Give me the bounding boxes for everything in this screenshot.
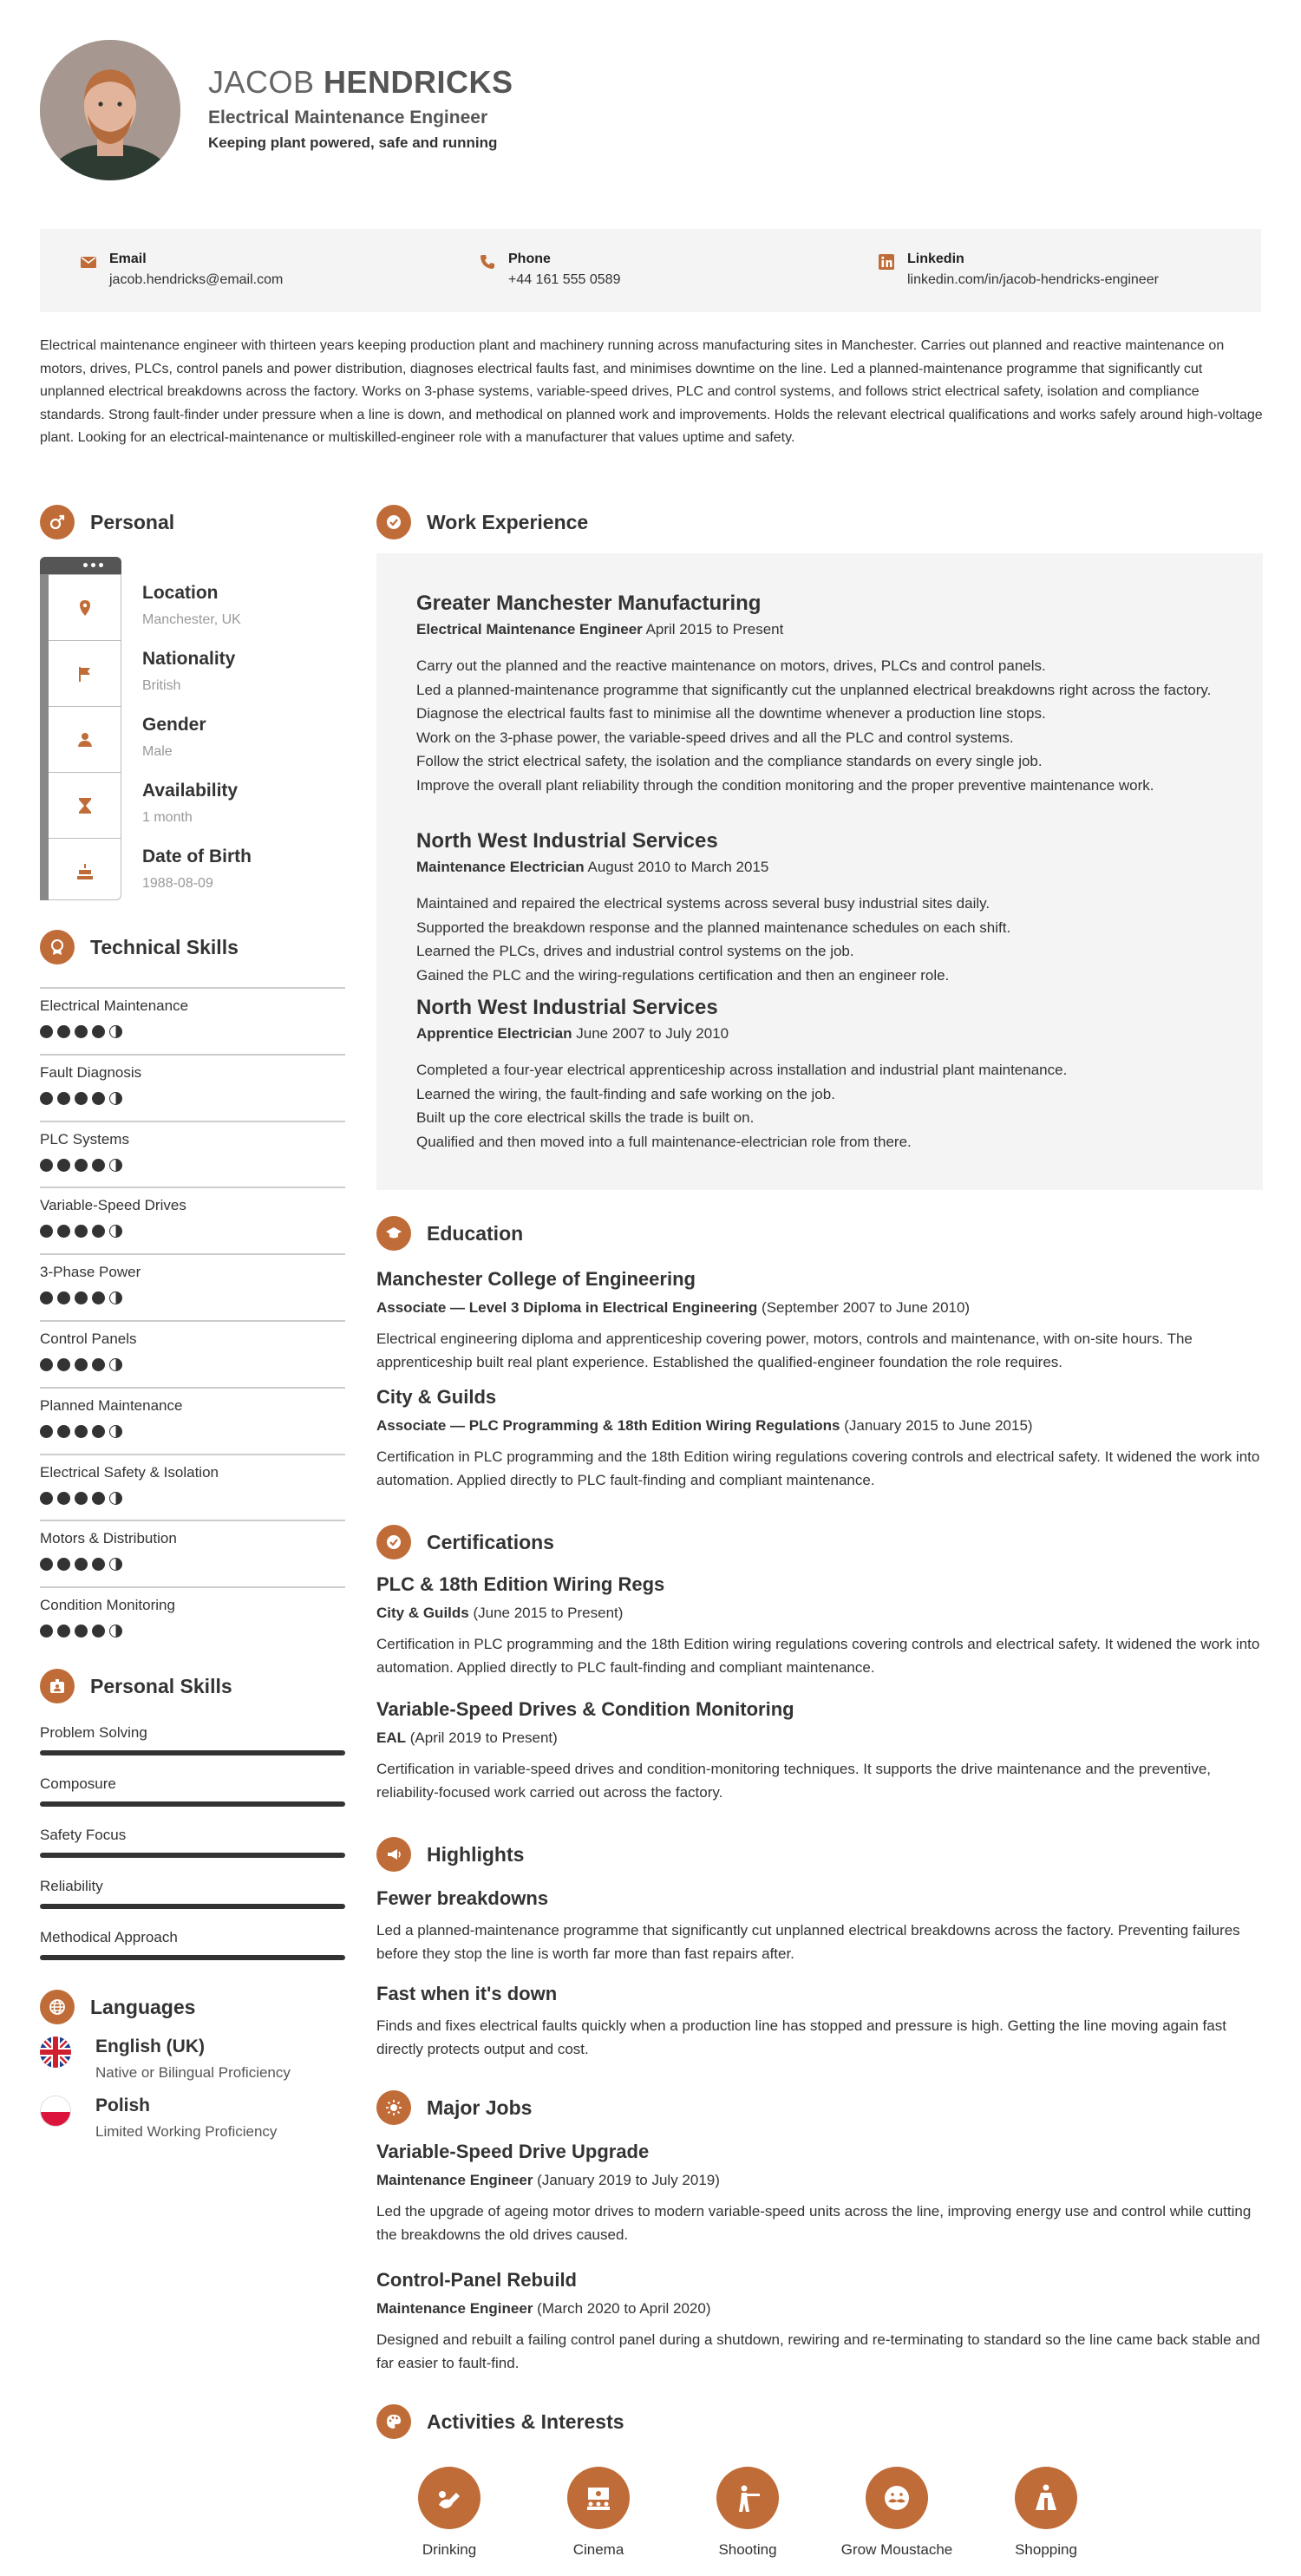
skill-rating bbox=[40, 1092, 127, 1106]
section-major-jobs-title: Major Jobs bbox=[427, 2096, 533, 2119]
contact-phone-value[interactable]: +44 161 555 0589 bbox=[508, 272, 621, 287]
certification-entry bbox=[376, 1698, 1261, 1804]
linkedin-icon bbox=[878, 253, 895, 271]
activity-shopping bbox=[985, 2467, 1107, 2559]
personal-row bbox=[49, 707, 121, 773]
certification-name: PLC & 18th Edition Wiring Regs bbox=[376, 1573, 665, 1595]
flag-icon bbox=[76, 665, 94, 683]
major-job-entry bbox=[376, 2141, 1261, 2246]
certification-issuer: EAL bbox=[376, 1729, 406, 1746]
skill-level-bar bbox=[40, 1955, 345, 1960]
job-entry bbox=[416, 592, 1223, 797]
job-bullet: Diagnose the electrical faults fast to minimise all the downtime whenever a production line stops. bbox=[416, 705, 1046, 722]
technical-skill-name: Condition Monitoring bbox=[40, 1597, 175, 1614]
contact-email-label: Email bbox=[109, 252, 147, 266]
job-entry bbox=[416, 829, 1223, 987]
section-work-experience-title: Work Experience bbox=[427, 511, 589, 533]
rating-dot-half bbox=[109, 1291, 122, 1304]
job-dates: August 2010 to March 2015 bbox=[587, 859, 769, 875]
personal-label: Nationality bbox=[142, 649, 236, 669]
personal-row bbox=[49, 641, 121, 707]
personal-label: Gender bbox=[142, 715, 206, 735]
activity-cinema bbox=[538, 2467, 659, 2559]
award-icon bbox=[49, 938, 66, 956]
job-entry bbox=[416, 996, 1223, 1154]
section-technical-skills-title: Technical Skills bbox=[90, 936, 239, 958]
certificate-icon bbox=[385, 1533, 402, 1551]
major-job-role: Maintenance Engineer bbox=[376, 2172, 533, 2188]
job-company: North West Industrial Services bbox=[416, 996, 718, 1019]
technical-skill bbox=[40, 1121, 345, 1187]
section-activities-title: Activities & Interests bbox=[427, 2410, 624, 2433]
personal-skill bbox=[40, 1775, 345, 1819]
activity-drinking bbox=[389, 2467, 510, 2559]
rating-dot-full bbox=[75, 1425, 88, 1438]
job-dates: June 2007 to July 2010 bbox=[576, 1025, 729, 1042]
last-name: HENDRICKS bbox=[324, 64, 513, 100]
professional-summary: Electrical maintenance engineer with thirteen years keeping production plant and machinery running across manufacturing sites in Manchester. Carries out planned and reactive maintenance on motors, drives, PLCs, control panels and power distribution, diagnoses electrical faults fast, and minimises downtime on the line. Led a planned-maintenance programme that significantly cut unplanned electrical breakdowns across the factory. Works on 3-phase systems, variable-speed drives, PLC and control systems, and follows strict electrical safety, isolation and compliance standards. Strong fault-finder under pressure when a line is down, and methodical on planned work and improvements. Holds the relevant electrical qualifications and works safely around high-voltage plant. Looking for an electrical-maintenance or multiskilled-engineer role with a manufacturer that values uptime and safety. bbox=[40, 338, 1263, 445]
rating-dot-full bbox=[75, 1358, 88, 1371]
job-dates: April 2015 to Present bbox=[645, 621, 784, 637]
personal-info-panel bbox=[40, 557, 121, 900]
education-description: Electrical engineering diploma and apprenticeship covering power, motors, controls and maintenance, with on-site hours. The apprenticeship built real plant experience. Established the qualified-engineer foundation the role requires. bbox=[376, 1330, 1193, 1370]
personal-row bbox=[49, 839, 121, 905]
rating-dot-half bbox=[109, 1159, 122, 1172]
personal-value: 1 month bbox=[142, 810, 193, 825]
tagline: Keeping plant powered, safe and running bbox=[208, 134, 498, 151]
activity-grow-moustache bbox=[836, 2467, 958, 2559]
major-job-dates: (January 2019 to July 2019) bbox=[537, 2172, 720, 2188]
personal-label: Date of Birth bbox=[142, 847, 252, 866]
language-level: Limited Working Proficiency bbox=[95, 2123, 278, 2140]
certification-name: Variable-Speed Drives & Condition Monitoring bbox=[376, 1698, 794, 1720]
candidate-name bbox=[208, 64, 513, 101]
skill-rating bbox=[40, 1558, 127, 1572]
job-company: Greater Manchester Manufacturing bbox=[416, 592, 762, 615]
contact-linkedin-label: Linkedin bbox=[907, 252, 964, 266]
rating-dot-half bbox=[109, 1025, 122, 1038]
personal-label: Availability bbox=[142, 781, 239, 801]
job-bullets bbox=[416, 892, 1223, 987]
job-bullets bbox=[416, 654, 1223, 797]
location-pin-icon bbox=[76, 599, 94, 617]
activity-shooting bbox=[687, 2467, 808, 2559]
globe-icon bbox=[49, 1998, 66, 2016]
rating-dot-full bbox=[92, 1492, 105, 1505]
education-dates: (January 2015 to June 2015) bbox=[844, 1417, 1033, 1434]
personal-row bbox=[49, 575, 121, 641]
job-bullet: Carry out the planned and the reactive maintenance on motors, drives, PLCs and control panels. bbox=[416, 657, 1046, 674]
rating-dot-full bbox=[40, 1625, 53, 1638]
job-bullet: Supported the breakdown response and the planned maintenance schedules on each shift. bbox=[416, 919, 1011, 936]
contact-email-value[interactable]: jacob.hendricks@email.com bbox=[109, 272, 284, 287]
job-role: Apprentice Electrician bbox=[416, 1025, 572, 1042]
job-role: Electrical Maintenance Engineer bbox=[416, 621, 643, 637]
rating-dot-full bbox=[57, 1425, 70, 1438]
technical-skill-name: PLC Systems bbox=[40, 1130, 129, 1147]
major-job-description: Led the upgrade of ageing motor drives to modern variable-speed units across the line, improving energy use and control while cutting the breakdowns the old drives caused. bbox=[376, 2203, 1252, 2243]
rating-dot-half bbox=[109, 1425, 122, 1438]
skill-rating bbox=[40, 1425, 127, 1439]
job-bullet: Learned the wiring, the fault-finding and safe working on the job. bbox=[416, 1085, 835, 1102]
rating-dot-full bbox=[40, 1225, 53, 1238]
window-dots-icon bbox=[83, 563, 109, 568]
job-bullet: Gained the PLC and the wiring-regulations certification and then an engineer role. bbox=[416, 966, 950, 984]
first-name: JACOB bbox=[208, 64, 315, 100]
sun-icon bbox=[385, 2099, 402, 2116]
certification-description: Certification in PLC programming and the 18th Edition wiring regulations covering controls and electrical safety. It widened the work into automation. Applied directly to PLC fault-finding and compliant maintenance. bbox=[376, 1636, 1260, 1676]
rating-dot-half bbox=[109, 1358, 122, 1371]
rating-dot-half bbox=[109, 1625, 122, 1638]
graduation-cap-icon bbox=[385, 1225, 402, 1242]
technical-skill bbox=[40, 987, 345, 1053]
contact-linkedin-value[interactable]: linkedin.com/in/jacob-hendricks-engineer bbox=[907, 272, 1159, 287]
skill-rating bbox=[40, 1159, 127, 1173]
certification-entry bbox=[376, 1573, 1261, 1679]
contact-phone-label: Phone bbox=[508, 252, 551, 266]
personal-skill-name: Composure bbox=[40, 1775, 116, 1792]
activity-label: Shopping bbox=[1015, 2541, 1077, 2558]
education-school: City & Guilds bbox=[376, 1386, 497, 1408]
rating-dot-full bbox=[57, 1625, 70, 1638]
phone-icon bbox=[479, 253, 496, 271]
id-badge-icon bbox=[49, 1677, 66, 1695]
technical-skill bbox=[40, 1520, 345, 1585]
rating-dot-full bbox=[75, 1625, 88, 1638]
badge-check-icon bbox=[385, 513, 402, 531]
activity-label: Drinking bbox=[422, 2541, 477, 2558]
personal-skill-name: Methodical Approach bbox=[40, 1929, 178, 1945]
rating-dot-full bbox=[92, 1358, 105, 1371]
skill-rating bbox=[40, 1358, 127, 1372]
technical-skill bbox=[40, 1454, 345, 1520]
certification-dates: (June 2015 to Present) bbox=[473, 1605, 624, 1621]
job-title: Electrical Maintenance Engineer bbox=[208, 108, 488, 127]
profile-photo bbox=[40, 40, 180, 180]
language-name: English (UK) bbox=[95, 2037, 205, 2056]
megaphone-icon bbox=[385, 1846, 402, 1863]
job-bullet: Led a planned-maintenance programme that significantly cut the unplanned electrical breakdowns right across the factory. bbox=[416, 681, 1212, 698]
highlight-description: Finds and fixes electrical faults quickly when a production line has stopped and pressure is high. Getting the line moving again fast directly protects output and cost. bbox=[376, 2017, 1226, 2057]
section-certifications-title: Certifications bbox=[427, 1531, 554, 1553]
technical-skill-name: Control Panels bbox=[40, 1330, 137, 1347]
rating-dot-full bbox=[57, 1291, 70, 1304]
rating-dot-full bbox=[75, 1225, 88, 1238]
rating-dot-half bbox=[109, 1492, 122, 1505]
personal-skill bbox=[40, 1929, 345, 1972]
rating-dot-full bbox=[57, 1358, 70, 1371]
rating-dot-full bbox=[75, 1558, 88, 1571]
cake-icon bbox=[76, 863, 94, 880]
technical-skill bbox=[40, 1320, 345, 1386]
education-degree: Associate — PLC Programming & 18th Edition Wiring Regulations bbox=[376, 1417, 840, 1434]
contact-bar bbox=[40, 229, 1261, 312]
job-bullet: Qualified and then moved into a full maintenance-electrician role from there. bbox=[416, 1133, 912, 1150]
rating-dot-full bbox=[40, 1358, 53, 1371]
technical-skill-name: Motors & Distribution bbox=[40, 1530, 177, 1547]
rating-dot-full bbox=[92, 1025, 105, 1038]
rating-dot-full bbox=[75, 1092, 88, 1105]
rating-dot-full bbox=[40, 1425, 53, 1438]
skill-rating bbox=[40, 1625, 127, 1638]
job-bullet: Work on the 3-phase power, the variable-speed drives and all the PLC and control systems. bbox=[416, 729, 1014, 746]
technical-skill-name: Electrical Maintenance bbox=[40, 997, 189, 1014]
education-dates: (September 2007 to June 2010) bbox=[762, 1299, 971, 1316]
technical-skill-name: 3-Phase Power bbox=[40, 1264, 141, 1281]
personal-value: Male bbox=[142, 744, 173, 759]
shopping-icon bbox=[1030, 2482, 1062, 2514]
major-job-title: Control-Panel Rebuild bbox=[376, 2269, 577, 2291]
technical-skill bbox=[40, 1586, 345, 1652]
rating-dot-full bbox=[57, 1225, 70, 1238]
skill-level-bar bbox=[40, 1853, 345, 1858]
rating-dot-full bbox=[92, 1225, 105, 1238]
education-description: Certification in PLC programming and the 18th Edition wiring regulations covering controls and electrical safety. It widened the work into automation. Applied directly to PLC fault-finding and compliant maintenance. bbox=[376, 1448, 1260, 1488]
job-role: Maintenance Electrician bbox=[416, 859, 585, 875]
highlight-entry bbox=[376, 1887, 1261, 1965]
section-education-title: Education bbox=[427, 1222, 524, 1245]
personal-skill bbox=[40, 1724, 345, 1768]
job-bullet: Follow the strict electrical safety, the isolation and the compliance standards on every single job. bbox=[416, 753, 1043, 769]
shooting-icon bbox=[732, 2482, 763, 2514]
education-degree: Associate — Level 3 Diploma in Electrical Engineering bbox=[376, 1299, 758, 1316]
major-job-role: Maintenance Engineer bbox=[376, 2300, 533, 2317]
skill-rating bbox=[40, 1291, 127, 1305]
personal-value: 1988-08-09 bbox=[142, 876, 213, 891]
personal-skill bbox=[40, 1827, 345, 1870]
rating-dot-full bbox=[75, 1492, 88, 1505]
rating-dot-full bbox=[57, 1492, 70, 1505]
education-school: Manchester College of Engineering bbox=[376, 1268, 696, 1290]
moustache-icon bbox=[881, 2482, 912, 2514]
activity-label: Shooting bbox=[718, 2541, 777, 2558]
job-bullets bbox=[416, 1058, 1223, 1154]
rating-dot-full bbox=[75, 1025, 88, 1038]
major-job-title: Variable-Speed Drive Upgrade bbox=[376, 2141, 650, 2162]
rating-dot-full bbox=[40, 1291, 53, 1304]
section-personal-skills-title: Personal Skills bbox=[90, 1675, 232, 1697]
job-bullet: Improve the overall plant reliability through the condition monitoring and the proper preventive maintenance work. bbox=[416, 776, 1154, 794]
drinking-icon bbox=[434, 2482, 465, 2514]
job-bullet: Completed a four-year electrical apprenticeship across installation and industrial plant maintenance. bbox=[416, 1062, 1068, 1078]
section-highlights-title: Highlights bbox=[427, 1843, 525, 1866]
personal-value: British bbox=[142, 678, 181, 693]
rating-dot-full bbox=[40, 1092, 53, 1105]
rating-dot-half bbox=[109, 1225, 122, 1238]
major-job-entry bbox=[376, 2269, 1261, 2375]
personal-skill-name: Problem Solving bbox=[40, 1724, 147, 1741]
rating-dot-full bbox=[40, 1159, 53, 1172]
personal-label: Location bbox=[142, 583, 219, 603]
rating-dot-full bbox=[57, 1025, 70, 1038]
job-bullet: Learned the PLCs, drives and industrial control systems on the job. bbox=[416, 943, 854, 959]
education-entry bbox=[376, 1386, 1261, 1492]
personal-row bbox=[49, 773, 121, 839]
education-entry bbox=[376, 1268, 1261, 1374]
person-icon bbox=[76, 731, 94, 749]
technical-skill-name: Electrical Safety & Isolation bbox=[40, 1463, 219, 1481]
activity-label: Grow Moustache bbox=[840, 2541, 953, 2558]
highlight-entry bbox=[376, 1983, 1261, 2061]
rating-dot-full bbox=[40, 1025, 53, 1038]
gender-symbol-icon bbox=[49, 513, 66, 531]
rating-dot-full bbox=[57, 1159, 70, 1172]
certification-dates: (April 2019 to Present) bbox=[409, 1729, 558, 1746]
personal-skill bbox=[40, 1878, 345, 1921]
skill-rating bbox=[40, 1025, 127, 1039]
uk-flag-icon bbox=[40, 2037, 71, 2068]
job-bullet: Built up the core electrical skills the trade is built on. bbox=[416, 1109, 755, 1126]
certification-issuer: City & Guilds bbox=[376, 1605, 469, 1621]
skill-rating bbox=[40, 1225, 127, 1239]
personal-skill-name: Reliability bbox=[40, 1878, 103, 1894]
rating-dot-full bbox=[92, 1625, 105, 1638]
highlight-title: Fewer breakdowns bbox=[376, 1887, 549, 1909]
palette-icon bbox=[385, 2413, 402, 2430]
rating-dot-full bbox=[75, 1159, 88, 1172]
rating-dot-full bbox=[57, 1092, 70, 1105]
personal-skill-name: Safety Focus bbox=[40, 1827, 127, 1843]
rating-dot-full bbox=[92, 1291, 105, 1304]
rating-dot-full bbox=[57, 1558, 70, 1571]
section-languages-title: Languages bbox=[90, 1996, 196, 2018]
skill-level-bar bbox=[40, 1904, 345, 1909]
poland-flag-icon bbox=[40, 2095, 71, 2127]
rating-dot-full bbox=[92, 1558, 105, 1571]
hourglass-icon bbox=[76, 797, 94, 814]
technical-skill bbox=[40, 1187, 345, 1252]
skill-level-bar bbox=[40, 1750, 345, 1755]
major-job-dates: (March 2020 to April 2020) bbox=[537, 2300, 711, 2317]
cinema-icon bbox=[583, 2482, 614, 2514]
personal-value: Manchester, UK bbox=[142, 612, 241, 627]
highlight-title: Fast when it's down bbox=[376, 1983, 558, 2004]
rating-dot-full bbox=[40, 1492, 53, 1505]
technical-skill-name: Variable-Speed Drives bbox=[40, 1197, 186, 1214]
email-icon bbox=[80, 253, 97, 271]
technical-skill-name: Planned Maintenance bbox=[40, 1396, 183, 1414]
certification-description: Certification in variable-speed drives and condition-monitoring techniques. It supports the drive maintenance and the preventive, reliability-focused work carried out across the factory. bbox=[376, 1761, 1211, 1801]
major-job-description: Designed and rebuilt a failing control panel during a shutdown, rewiring and re-terminating to standard so the line came back stable and far easier to fault-find. bbox=[376, 2331, 1260, 2371]
rating-dot-full bbox=[92, 1159, 105, 1172]
section-personal-title: Personal bbox=[90, 511, 175, 533]
rating-dot-full bbox=[92, 1425, 105, 1438]
skill-rating bbox=[40, 1492, 127, 1506]
job-company: North West Industrial Services bbox=[416, 829, 718, 853]
technical-skill-name: Fault Diagnosis bbox=[40, 1063, 142, 1081]
rating-dot-full bbox=[40, 1558, 53, 1571]
highlight-description: Led a planned-maintenance programme that significantly cut unplanned electrical breakdowns across the factory. Preventing failures before they stop the line is worth far more than fast repairs after. bbox=[376, 1922, 1240, 1962]
activity-label: Cinema bbox=[572, 2541, 624, 2558]
rating-dot-half bbox=[109, 1092, 122, 1105]
language-level: Native or Bilingual Proficiency bbox=[95, 2064, 291, 2081]
job-bullet: Maintained and repaired the electrical systems across several busy industrial sites daily. bbox=[416, 895, 990, 912]
skill-level-bar bbox=[40, 1801, 345, 1807]
language-name: Polish bbox=[95, 2095, 151, 2115]
rating-dot-half bbox=[109, 1558, 122, 1571]
rating-dot-full bbox=[92, 1092, 105, 1105]
technical-skill bbox=[40, 1387, 345, 1453]
rating-dot-full bbox=[75, 1291, 88, 1304]
technical-skill bbox=[40, 1253, 345, 1319]
technical-skill bbox=[40, 1054, 345, 1120]
